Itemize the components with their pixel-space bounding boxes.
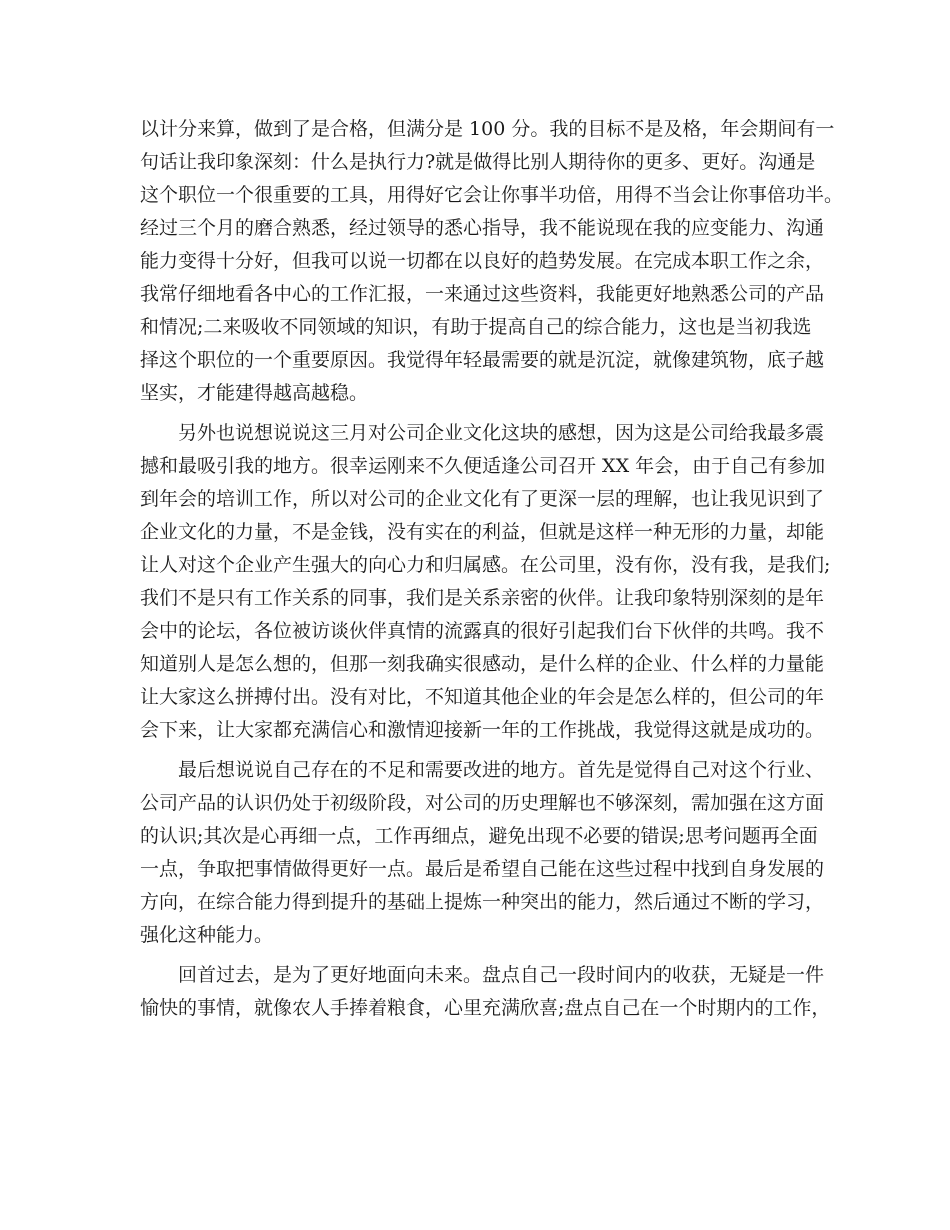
paragraph-3-line-3: 的认识;其次是心再细一点，工作再细点，避免出现不必要的错误;思考问题再全面 bbox=[140, 825, 818, 847]
paragraph-2-line-6: 我们不是只有工作关系的同事，我们是关系亲密的伙伴。让我印象特别深刻的是年 bbox=[140, 587, 825, 609]
paragraph-1-line-1: 以计分来算，做到了是合格，但满分是 100 分。我的目标不是及格，年会期间有一 bbox=[140, 118, 835, 140]
paragraph-3-line-6: 强化这种能力。 bbox=[140, 924, 274, 946]
paragraph-3-line-4: 一点，争取把事情做得更好一点。最后是希望自己能在这些过程中找到自身发展的 bbox=[140, 858, 825, 880]
paragraph-2-line-1: 另外也说想说说这三月对公司企业文化这块的感想，因为这是公司给我最多震 bbox=[178, 422, 825, 444]
paragraph-2-line-2: 撼和最吸引我的地方。很幸运刚来不久便适逢公司召开 XX 年会，由于自己有参加 bbox=[140, 455, 826, 477]
paragraph-1-line-2: 句话让我印象深刻：什么是执行力?就是做得比别人期待你的更多、更好。沟通是 bbox=[140, 151, 816, 173]
paragraph-3-line-5: 方向，在综合能力得到提升的基础上提炼一种突出的能力，然后通过不断的学习， bbox=[140, 891, 825, 913]
paragraph-1-line-3: 这个职位一个很重要的工具，用得好它会让你事半功倍，用得不当会让你事倍功半。 bbox=[140, 184, 844, 206]
paragraph-1-line-4: 经过三个月的磨合熟悉，经过领导的悉心指导，我不能说现在我的应变能力、沟通 bbox=[140, 217, 825, 239]
paragraph-2-line-3: 到年会的培训工作，所以对公司的企业文化有了更深一层的理解，也让我见识到了 bbox=[140, 488, 825, 510]
paragraph-1-line-6: 我常仔细地看各中心的工作汇报，一来通过这些资料，我能更好地熟悉公司的产品 bbox=[140, 283, 825, 305]
paragraph-2-line-10: 会下来，让大家都充满信心和激情迎接新一年的工作挑战，我觉得这就是成功的。 bbox=[140, 719, 825, 741]
paragraph-2-line-8: 知道别人是怎么想的，但那一刻我确实很感动，是什么样的企业、什么样的力量能 bbox=[140, 653, 825, 675]
paragraph-4-line-1: 回首过去，是为了更好地面向未来。盘点自己一段时间内的收获，无疑是一件 bbox=[178, 964, 825, 986]
paragraph-4-line-2: 愉快的事情，就像农人手捧着粮食，心里充满欣喜;盘点自己在一个时期内的工作， bbox=[140, 997, 831, 1019]
paragraph-2-line-9: 让大家这么拼搏付出。没有对比，不知道其他企业的年会是怎么样的，但公司的年 bbox=[140, 686, 825, 708]
paragraph-2-line-4: 企业文化的力量，不是金钱，没有实在的利益，但就是这样一种无形的力量，却能 bbox=[140, 521, 825, 543]
paragraph-1-line-9: 坚实，才能建得越高越稳。 bbox=[140, 382, 369, 404]
paragraph-3-line-1: 最后想说说自己存在的不足和需要改进的地方。首先是觉得自己对这个行业、 bbox=[178, 759, 825, 781]
paragraph-2-line-7: 会中的论坛，各位被访谈伙伴真情的流露真的很好引起我们台下伙伴的共鸣。我不 bbox=[140, 620, 825, 642]
paragraph-1-line-7: 和情况;二来吸收不同领域的知识，有助于提高自己的综合能力，这也是当初我选 bbox=[140, 316, 812, 338]
paragraph-2-line-5: 让人对这个企业产生强大的向心力和归属感。在公司里，没有你，没有我，是我们; bbox=[140, 554, 831, 576]
paragraph-1-line-8: 择这个职位的一个重要原因。我觉得年轻最需要的就是沉淀，就像建筑物，底子越 bbox=[140, 349, 825, 371]
paragraph-3-line-2: 公司产品的认识仍处于初级阶段，对公司的历史理解也不够深刻，需加强在这方面 bbox=[140, 792, 825, 814]
paragraph-1-line-5: 能力变得十分好，但我可以说一切都在以良好的趋势发展。在完成本职工作之余， bbox=[140, 250, 825, 272]
